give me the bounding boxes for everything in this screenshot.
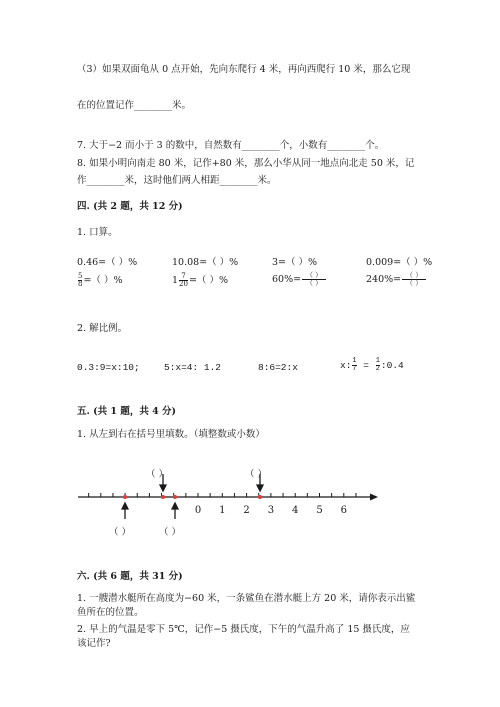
oral-calc-item: $\frac{5}{8}$ =（ ）%	[78, 272, 123, 288]
proportion-item: 0.3:9=x:10;	[77, 362, 140, 373]
down-arrow-icon	[160, 485, 166, 491]
s4-q1-title: 1. 口算。	[77, 227, 118, 238]
oral-calc-item: 60%= （ ） （ ）	[272, 272, 327, 287]
section-5-title: 五. (共 1 题，共 4 分)	[77, 406, 177, 417]
fraction-blank: （ ） （ ）	[302, 272, 326, 287]
arrowhead-icon	[370, 494, 378, 501]
s4-q2-title: 2. 解比例。	[77, 323, 128, 334]
oral-calc-item: 3=（ ）%	[272, 257, 318, 268]
number-line-point	[161, 495, 165, 499]
up-arrow-icon	[122, 503, 128, 509]
answer-blank[interactable]: （ ）	[245, 469, 268, 480]
tick-label: 2	[243, 505, 250, 516]
q8-line1: 8. 如果小明向南走 80 米，记作+80 米，那么小华从同一地点向北走 50 米，记	[77, 158, 415, 169]
section-6-title: 六. (共 6 题，共 31 分)	[77, 571, 183, 582]
s6-q2-line1: 2. 早上的气温是零下 5℃，记作−5 摄氏度，下午的气温升高了 15 摄氏度，应	[77, 624, 410, 635]
s5-q1-title: 1. 从左到右在括号里填数。（填整数或小数）	[77, 429, 265, 440]
oral-calc-item: 0.009=（ ）%	[366, 257, 433, 268]
section-4-title: 四. (共 2 题，共 12 分)	[77, 201, 183, 212]
number-line-point	[123, 495, 127, 499]
proportion-item: 5:x=4: 1.2	[164, 362, 222, 373]
tick-label: 4	[292, 505, 299, 516]
q3-line2: 在的位置记作________米。	[77, 100, 192, 111]
up-arrow-icon	[172, 503, 178, 509]
tick-label: 5	[316, 505, 323, 516]
tick-label: 3	[267, 505, 275, 516]
fraction: $\frac{7}{20}$	[179, 272, 188, 288]
number-line-point	[258, 495, 262, 499]
tick-label: 6	[340, 505, 347, 516]
down-arrow-icon	[257, 485, 263, 491]
oral-calc-item: 240%= （ ） （ ）	[366, 272, 427, 287]
tick-label: 1	[219, 505, 226, 516]
number-line-point	[173, 495, 177, 499]
fraction: $\frac{1}{7}$	[352, 357, 357, 373]
q3-line1: （3）如果双面龟从 0 点开始，先向东爬行 4 米，再向西爬行 10 米，那么它现	[77, 64, 411, 75]
s6-q1-line2: 鱼所在的位置。	[77, 607, 144, 618]
oral-calc-item: 1 $\frac{7}{20}$ =（ ）%	[172, 272, 228, 288]
q8-line2: 作________米，这时他们两人相距________米。	[77, 175, 277, 186]
answer-blank[interactable]: （ ）	[159, 527, 182, 538]
fraction: $\frac{5}{8}$	[78, 272, 83, 288]
tick-label: 0	[194, 505, 202, 516]
oral-calc-item: 0.46=（ ）%	[77, 257, 138, 268]
oral-calc-item: 10.08=（ ）%	[172, 257, 239, 268]
answer-blank[interactable]: （ ）	[146, 469, 169, 480]
s6-q1-line1: 1. 一艘潜水艇所在高度为−60 米，一条鲨鱼在潜水艇上方 20 米，请你表示出鲨	[77, 593, 416, 604]
fraction: $\frac{1}{2}$	[375, 357, 380, 373]
proportion-item: 8:6=2:x	[258, 362, 298, 373]
s6-q2-line2: 该记作?	[77, 638, 111, 649]
fraction-blank: （ ） （ ）	[402, 272, 426, 287]
proportion-item: x: $\frac{1}{7}$ = $\frac{1}{2}$ :0.4	[340, 357, 404, 373]
answer-blank[interactable]: （ ）	[109, 527, 132, 538]
q7-text: 7. 大于−2 而小于 3 的数中，自然数有________个，小数有________个。	[77, 140, 385, 151]
